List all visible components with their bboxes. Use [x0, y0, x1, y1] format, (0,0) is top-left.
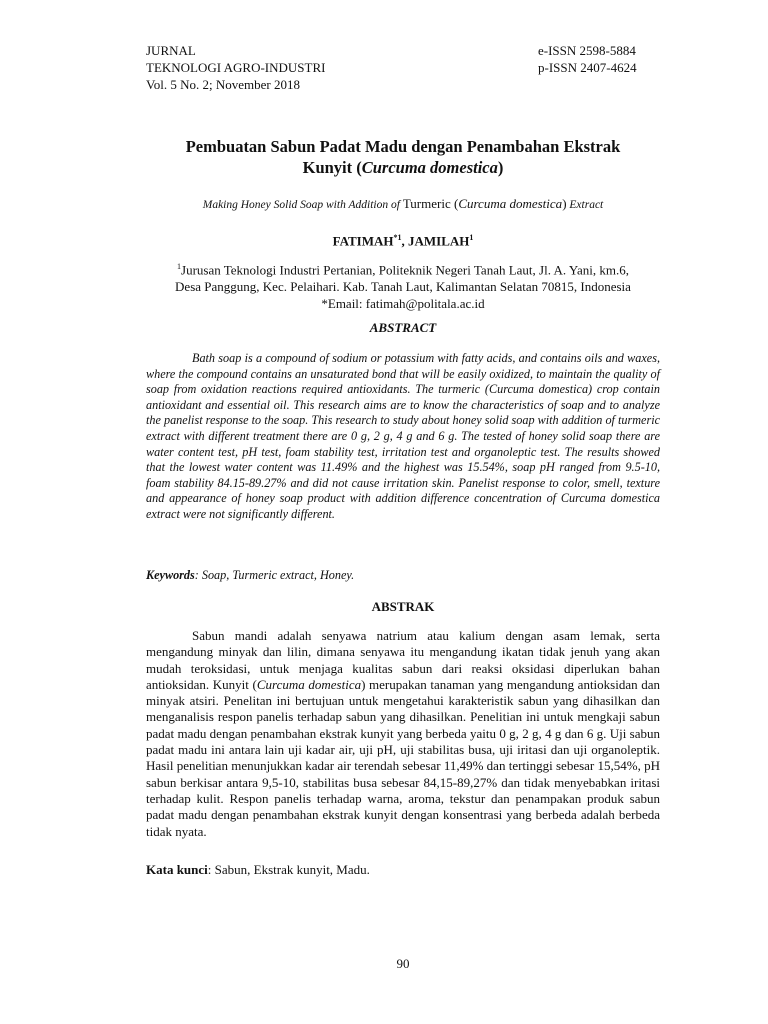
- keywords: [146, 567, 660, 583]
- english-title: [120, 196, 686, 213]
- author-1-affil: *1: [393, 233, 402, 242]
- journal-volume: Vol. 5 No. 2; November 2018: [146, 77, 300, 92]
- page-number: 90: [396, 956, 410, 971]
- author-1: FATIMAH: [332, 233, 394, 249]
- affiliation-line1: Jurusan Teknologi Industri Pertanian, Politeknik Negeri Tanah Laut, Jl. A. Yani, km.6,: [181, 262, 629, 278]
- abstract-text: Bath soap is a compound of sodium or potassium with fatty acids, and contains oils and waxes, where the compound contains an unsaturated bond that will be easily oxidized, to maintain the quality of soap from oxidation reactions required antioxidants. The turmeric (Curcuma domestica) crop contain antioxidant and essential oil. This research aims are to know the characteristics of soap and to analyze the panelist response to the soap. This research to study about honey solid soap with addition of turmeric extract with different treatment there are 0 g, 2 g, 4 g and 6 g. The tested of honey solid soap there are water content test, pH test, foam stability test, irritation test and organoleptic test. The results showed that the lowest water content was 11.49% and the highest was 15.54%, soap pH ranged from 9.5-10, foam stability 84.15-89.27% and did not cause irritation skin. Panelist response to color, smell, texture and appearance of honey soap product with addition difference concentration of Curcuma domestica extract were not significantly different.: [146, 351, 660, 521]
- subtitle-species: Curcuma domestica: [458, 196, 563, 211]
- abstract-heading: ABSTRACT: [369, 320, 437, 335]
- eissn: e-ISSN 2598-5884: [538, 43, 636, 58]
- abstrak-part1: Sabun mandi adalah senyawa natrium atau kalium dengan asam lemak, serta mengandung minyak dan lilin, dimana senyawa itu mengandung ikatan tidak jenuh yang akan mudah teroksidasi, untuk menjaga kualitas sabun dari reaksi oksidasi diperlukan bahan antioksidan. Kunyit (: [146, 628, 660, 692]
- title-line1: Pembuatan Sabun Padat Madu dengan Penambahan Ekstrak: [185, 137, 621, 156]
- subtitle-part1: Making Honey Solid Soap with Addition of: [202, 199, 403, 211]
- journal-name-line1: JURNAL: [146, 43, 196, 58]
- author-2: JAMILAH: [408, 233, 470, 249]
- author-separator: ,: [401, 233, 408, 249]
- abstrak-text: [146, 628, 660, 840]
- abstrak-heading: ABSTRAK: [371, 599, 435, 614]
- title-line2-prefix: Kunyit (: [302, 158, 362, 177]
- paper-title: [146, 136, 660, 178]
- journal-info: [146, 42, 325, 93]
- pissn: p-ISSN 2407-4624: [538, 60, 637, 75]
- affiliation-line2: Desa Panggung, Kec. Pelaihari. Kab. Tanah Laut, Kalimantan Selatan 70815, Indonesia: [175, 279, 631, 295]
- journal-name-line2: TEKNOLOGI AGRO-INDUSTRI: [146, 60, 326, 75]
- title-species: Curcuma domestica: [361, 158, 498, 177]
- keywords-text: : Soap, Turmeric extract, Honey.: [194, 568, 355, 582]
- subtitle-part2: Turmeric (: [402, 196, 459, 211]
- kata-kunci-text: : Sabun, Ekstrak kunyit, Madu.: [207, 862, 370, 877]
- affiliation: [130, 258, 676, 312]
- affiliation-marker: 1: [177, 262, 182, 271]
- abstrak-species: Curcuma domestica: [256, 676, 362, 692]
- subtitle-turmeric: [403, 196, 567, 211]
- kata-kunci: [146, 862, 660, 878]
- subtitle-part5: Extract: [566, 199, 604, 211]
- subtitle-part4: ): [562, 196, 567, 211]
- author-email: *Email: fatimah@politala.ac.id: [321, 296, 485, 312]
- keywords-label: Keywords: [146, 568, 195, 582]
- title-line2-suffix: ): [497, 158, 504, 177]
- author-2-affil: 1: [469, 233, 474, 242]
- issn-info: [538, 42, 637, 76]
- abstrak-part2: ) merupakan tanaman yang mengandung antioksidan dan minyak atsiri. Penelitan ini bertujuan untuk mengetahui karakteristik sabun yang dihasilkan dan menganalisis respon panelis terhadap sabun yang dihasilkan. Penelitian ini untuk mengkaji sabun padat madu dengan penambahan ekstrak kunyit yang berbeda yaitu 0 g, 2 g, 4 g dan 6 g. Uji sabun padat madu ini antara lain uji kadar air, uji pH, uji stabilitas busa, uji iritasi dan uji organoleptik. Hasil penelitian menunjukkan kadar air terendah sebesar 11,49% dan tertinggi sebesar 15,54%, pH sabun berkisar antara 9,5-10, stabilitas busa sebesar 84,15-89,27% dan tidak menyebabkan iritasi terhadap kulit. Respon panelis terhadap warna, aroma, tekstur dan penampakan produk sabun padat madu dengan penambahan ekstrak kunyit dengan konsentrasi yang berbeda adalah berbeda tidak nyata.: [146, 676, 660, 839]
- authors: [146, 229, 660, 249]
- kata-kunci-label: Kata kunci: [146, 862, 208, 877]
